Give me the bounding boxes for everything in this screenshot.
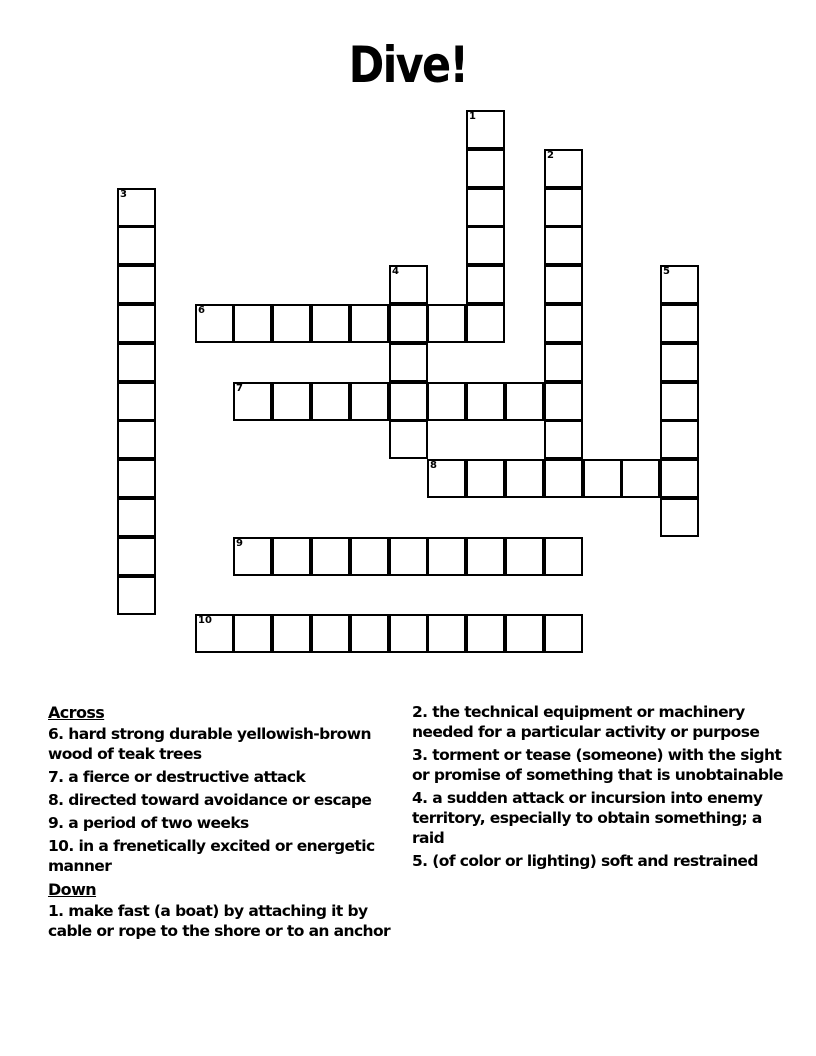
- grid-cell[interactable]: [544, 420, 583, 459]
- grid-cell[interactable]: [427, 304, 466, 343]
- grid-cell[interactable]: [389, 537, 428, 576]
- clues-right-column: [412, 702, 784, 874]
- clue-number: 1: [469, 111, 476, 122]
- grid-cell[interactable]: [117, 265, 156, 304]
- grid-cell[interactable]: [389, 265, 428, 304]
- down-clue: [412, 745, 784, 785]
- grid-cell[interactable]: [466, 149, 505, 188]
- grid-cell[interactable]: [660, 343, 699, 382]
- grid-cell[interactable]: [466, 537, 505, 576]
- grid-cell[interactable]: [233, 304, 272, 343]
- grid-cell[interactable]: [660, 459, 699, 498]
- down-clue: [48, 901, 396, 941]
- grid-cell[interactable]: [427, 614, 466, 653]
- grid-cell[interactable]: [389, 343, 428, 382]
- across-clue-list: [48, 724, 396, 876]
- clue-text: in a frenetically excited or energetic manner: [48, 837, 375, 875]
- grid-cell[interactable]: [117, 537, 156, 576]
- grid-cell[interactable]: [272, 382, 311, 421]
- clue-text: make fast (a boat) by attaching it by cable or rope to the shore or to an anchor: [48, 902, 391, 940]
- clue-number-label: 10.: [48, 837, 74, 855]
- grid-cell[interactable]: [117, 304, 156, 343]
- grid-cell[interactable]: [311, 304, 350, 343]
- grid-cell[interactable]: [466, 382, 505, 421]
- grid-cell[interactable]: [233, 614, 272, 653]
- clue-text: a period of two weeks: [63, 814, 249, 832]
- clue-text: a sudden attack or incursion into enemy territory, especially to obtain something; a raid: [412, 789, 763, 847]
- clue-number-label: 1.: [48, 902, 64, 920]
- grid-cell[interactable]: [427, 459, 466, 498]
- grid-cell[interactable]: [389, 614, 428, 653]
- grid-cell[interactable]: [233, 537, 272, 576]
- grid-cell[interactable]: [505, 459, 544, 498]
- clues-left-column: [48, 702, 396, 944]
- grid-cell[interactable]: [466, 459, 505, 498]
- grid-cell[interactable]: [272, 537, 311, 576]
- grid-cell[interactable]: [389, 304, 428, 343]
- grid-cell[interactable]: [272, 614, 311, 653]
- grid-cell[interactable]: [505, 614, 544, 653]
- clue-number: 10: [198, 615, 212, 626]
- grid-cell[interactable]: [660, 382, 699, 421]
- clue-number: 6: [198, 305, 205, 316]
- clue-text: the technical equipment or machinery needed for a particular activity or purpose: [412, 703, 760, 741]
- grid-cell[interactable]: [195, 304, 234, 343]
- grid-cell[interactable]: [466, 304, 505, 343]
- grid-cell[interactable]: [350, 382, 389, 421]
- grid-cell[interactable]: [272, 304, 311, 343]
- down-heading: Down: [48, 880, 97, 899]
- grid-cell[interactable]: [389, 420, 428, 459]
- grid-cell[interactable]: [350, 537, 389, 576]
- grid-cell[interactable]: [544, 304, 583, 343]
- grid-cell[interactable]: [389, 382, 428, 421]
- grid-cell[interactable]: [660, 420, 699, 459]
- grid-cell[interactable]: [660, 304, 699, 343]
- grid-cell[interactable]: [544, 343, 583, 382]
- grid-cell[interactable]: [311, 614, 350, 653]
- clue-number: 9: [236, 538, 243, 549]
- clue-number: 4: [392, 266, 399, 277]
- clue-number-label: 6.: [48, 725, 64, 743]
- grid-cell[interactable]: [505, 537, 544, 576]
- clue-number-label: 9.: [48, 814, 64, 832]
- across-clue: [48, 813, 396, 833]
- grid-cell[interactable]: [117, 498, 156, 537]
- grid-cell[interactable]: [233, 382, 272, 421]
- across-clue: [48, 724, 396, 764]
- clue-text: a fierce or destructive attack: [63, 768, 306, 786]
- grid-cell[interactable]: [117, 459, 156, 498]
- grid-cell[interactable]: [544, 537, 583, 576]
- grid-cell[interactable]: [117, 420, 156, 459]
- clue-number-label: 8.: [48, 791, 64, 809]
- clue-number: 3: [120, 189, 127, 200]
- grid-cell[interactable]: [195, 614, 234, 653]
- down-clue-list-part-1: [48, 901, 396, 941]
- clue-number: 5: [663, 266, 670, 277]
- grid-cell[interactable]: [660, 265, 699, 304]
- grid-cell[interactable]: [544, 459, 583, 498]
- clue-number-label: 2.: [412, 703, 428, 721]
- clue-text: (of color or lighting) soft and restrained: [427, 852, 758, 870]
- down-clue: [412, 788, 784, 848]
- clue-number-label: 5.: [412, 852, 428, 870]
- across-heading: Across: [48, 703, 105, 722]
- grid-cell[interactable]: [583, 459, 622, 498]
- grid-cell[interactable]: [117, 576, 156, 615]
- grid-cell[interactable]: [117, 226, 156, 265]
- grid-cell[interactable]: [427, 537, 466, 576]
- grid-cell[interactable]: [544, 188, 583, 227]
- grid-cell[interactable]: [660, 498, 699, 537]
- clue-number: 8: [430, 460, 437, 471]
- grid-cell[interactable]: [544, 265, 583, 304]
- grid-cell[interactable]: [466, 226, 505, 265]
- grid-cell[interactable]: [311, 537, 350, 576]
- clue-text: hard strong durable yellowish-brown wood of teak trees: [48, 725, 371, 763]
- clue-number-label: 3.: [412, 746, 428, 764]
- clue-text: directed toward avoidance or escape: [63, 791, 372, 809]
- grid-cell[interactable]: [466, 188, 505, 227]
- across-clue: [48, 790, 396, 810]
- grid-cell[interactable]: [544, 149, 583, 188]
- grid-cell[interactable]: [544, 614, 583, 653]
- clue-number: 7: [236, 383, 243, 394]
- grid-cell[interactable]: [621, 459, 660, 498]
- clue-number-label: 4.: [412, 789, 428, 807]
- across-clue: [48, 767, 396, 787]
- grid-cell[interactable]: [311, 382, 350, 421]
- grid-cell[interactable]: [117, 343, 156, 382]
- clue-text: torment or tease (someone) with the sight or promise of something that is unobtainable: [412, 746, 783, 784]
- grid-cell[interactable]: [427, 382, 466, 421]
- down-clue: [412, 851, 784, 871]
- grid-cell[interactable]: [466, 110, 505, 149]
- across-clue: [48, 836, 396, 876]
- down-clue-list-part-2: [412, 702, 784, 871]
- grid-cell[interactable]: [466, 265, 505, 304]
- grid-cell[interactable]: [117, 188, 156, 227]
- grid-cell[interactable]: [117, 382, 156, 421]
- clue-number-label: 7.: [48, 768, 64, 786]
- grid-cell[interactable]: [350, 304, 389, 343]
- grid-cell[interactable]: [505, 382, 544, 421]
- grid-cell[interactable]: [466, 614, 505, 653]
- puzzle-title: Dive!: [348, 36, 468, 94]
- grid-cell[interactable]: [544, 226, 583, 265]
- grid-cell[interactable]: [350, 614, 389, 653]
- down-clue: [412, 702, 784, 742]
- clue-number: 2: [547, 150, 554, 161]
- grid-cell[interactable]: [544, 382, 583, 421]
